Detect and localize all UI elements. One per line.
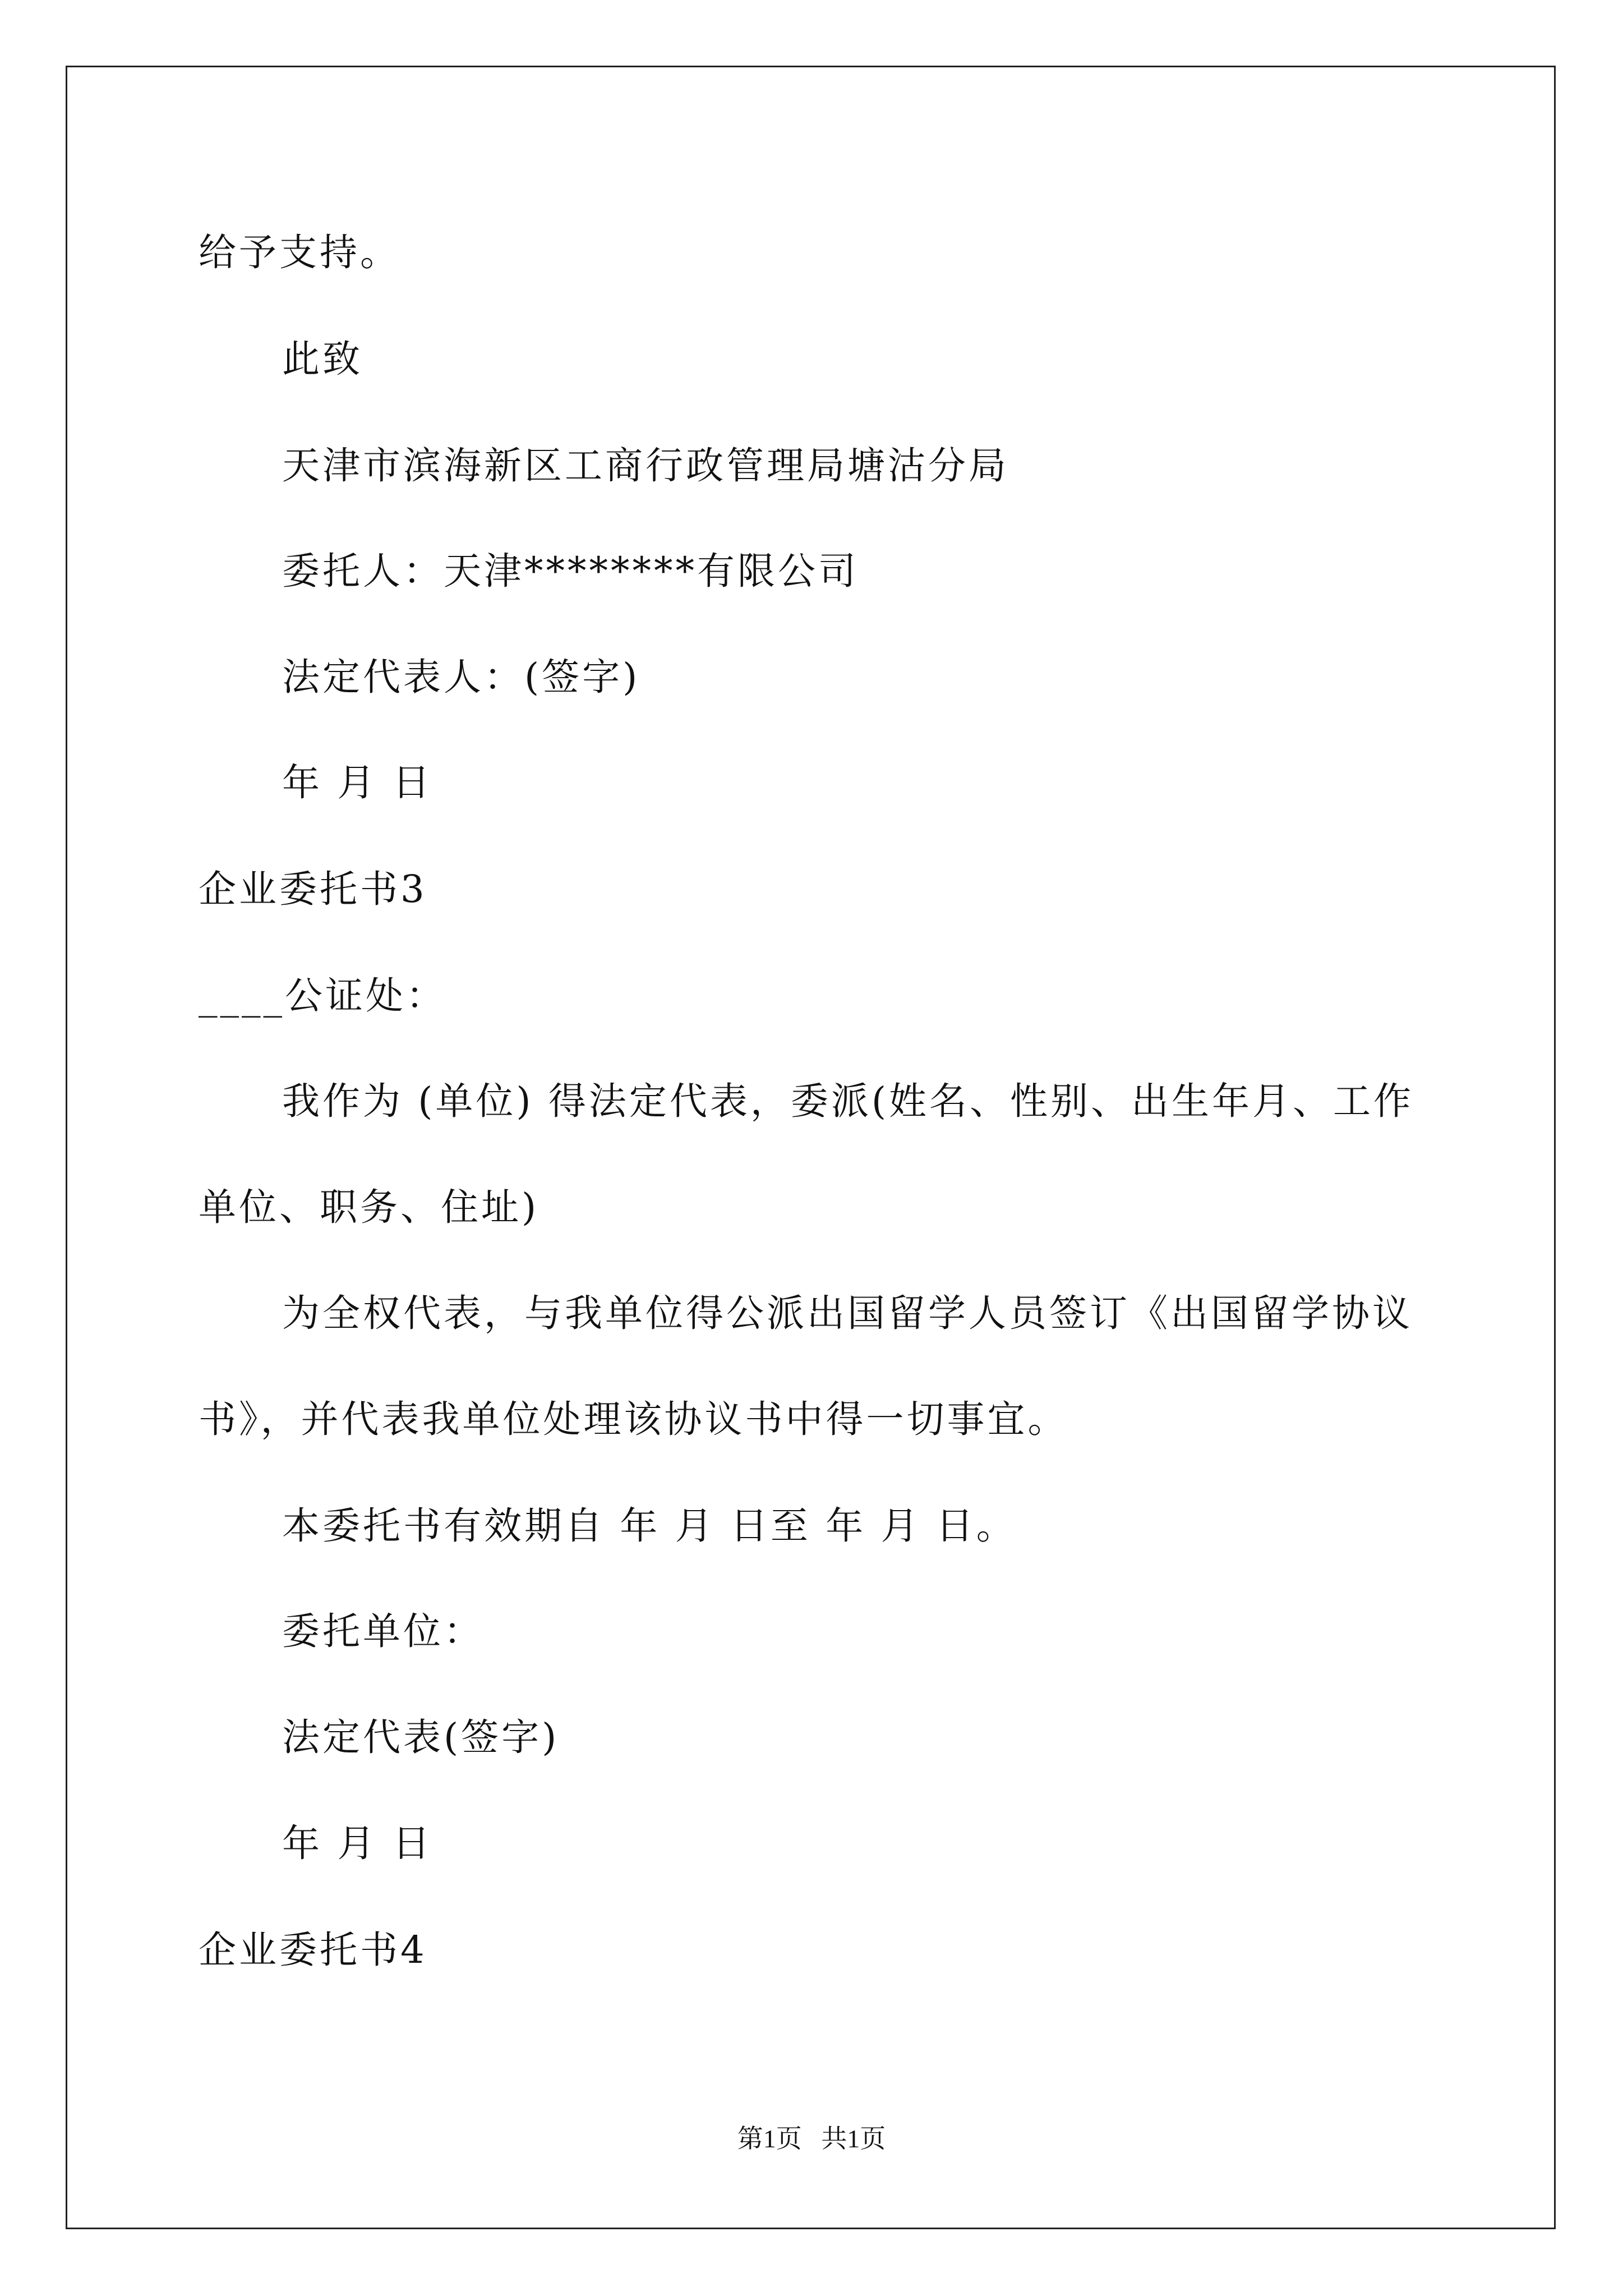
text-line-13: 本委托书有效期自 年 月 日至 年 月 日。	[282, 1504, 1017, 1548]
text-line-15: 法定代表(签字)	[282, 1715, 560, 1759]
text-line-10: 单位、职务、住址)	[199, 1185, 540, 1229]
text-line-2: 此致	[282, 337, 363, 381]
text-line-9: 我作为 (单位) 得法定代表，委派(姓名、性别、出生年月、工作	[282, 1079, 1414, 1123]
text-line-5: 法定代表人：(签字)	[282, 655, 640, 699]
section-heading-4: 企业委托书4	[199, 1928, 427, 1972]
page-border	[66, 66, 1556, 2229]
text-line-6: 年 月 日	[282, 761, 433, 804]
page-number-footer: 第1页 共1页	[737, 2124, 886, 2153]
text-line-8: ____公证处：	[199, 974, 446, 1018]
text-line-14: 委托单位：	[282, 1609, 484, 1653]
text-line-1: 给予支持。	[199, 231, 400, 274]
section-heading-3: 企业委托书3	[199, 867, 427, 911]
text-line-3: 天津市滨海新区工商行政管理局塘沽分局	[282, 444, 1009, 487]
text-line-4: 委托人：天津********有限公司	[282, 549, 859, 593]
text-line-12: 书》，并代表我单位处理该协议书中得一切事宜。	[199, 1397, 1068, 1441]
text-line-16: 年 月 日	[282, 1821, 433, 1865]
text-line-11: 为全权代表，与我单位得公派出国留学人员签订《出国留学协议	[282, 1291, 1413, 1335]
